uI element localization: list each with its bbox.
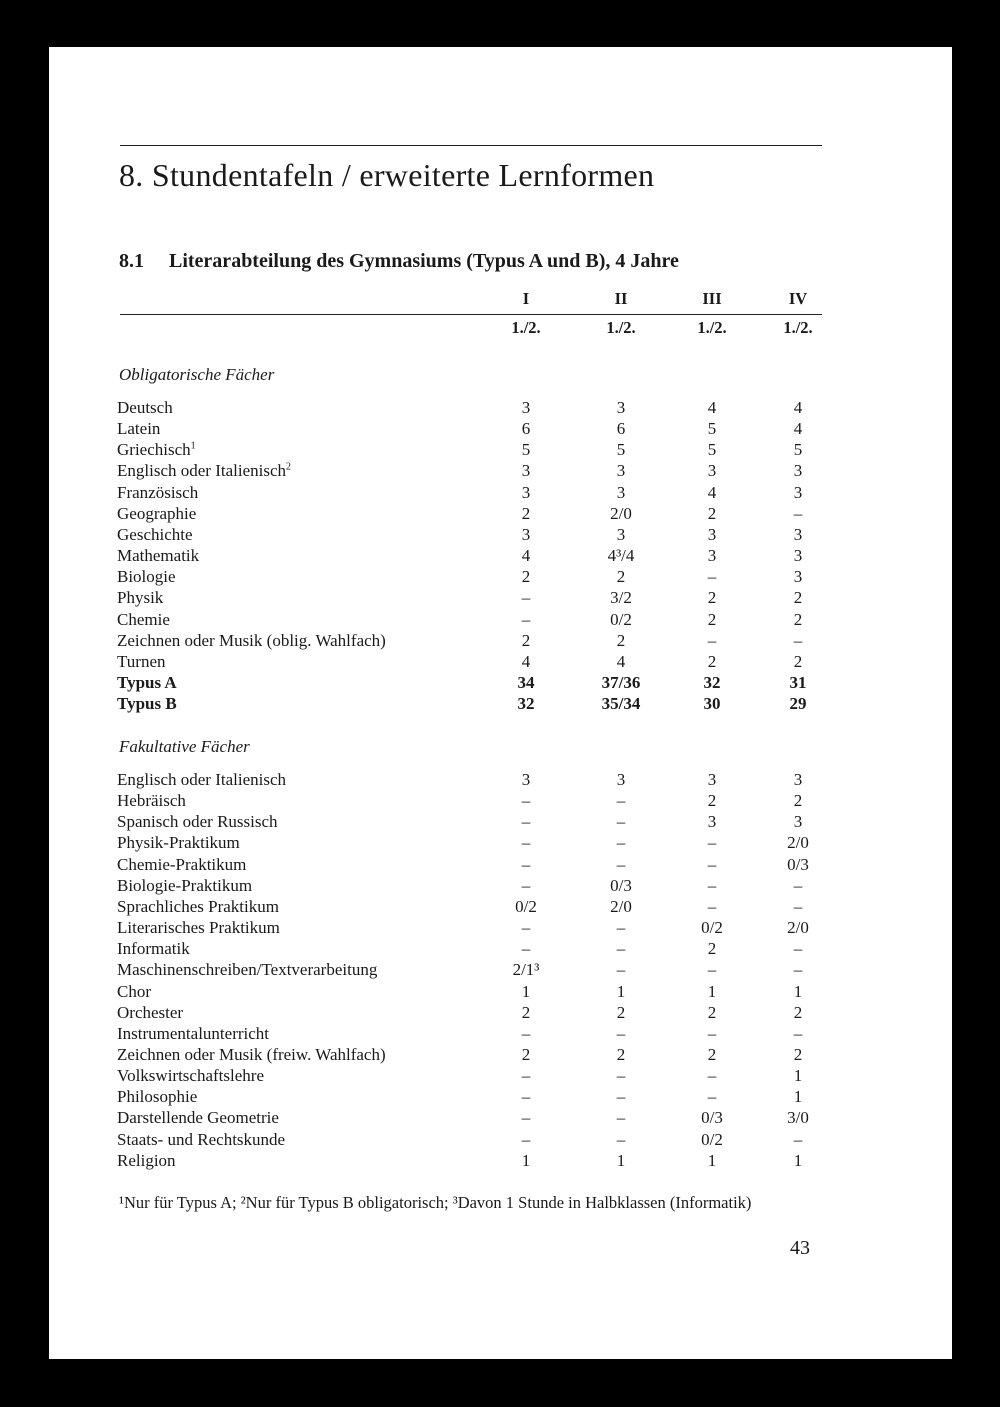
subject-name: Typus A: [117, 672, 177, 692]
table-cell: 2/0: [610, 896, 632, 916]
table-row: [49, 440, 952, 461]
subject-label: [117, 567, 176, 587]
subject-label: [117, 694, 177, 714]
subject-label: [117, 398, 173, 418]
table-cell: 3: [521, 524, 531, 544]
table-cell: 1: [707, 1150, 717, 1170]
table-cell: 4: [521, 651, 531, 671]
table-cell: 2: [707, 588, 717, 608]
table-cell: 30: [703, 694, 721, 714]
table-cell: 1: [616, 981, 626, 1001]
table-row: [49, 1045, 952, 1066]
subject-name: Geographie: [117, 503, 197, 523]
table-cell: –: [707, 630, 717, 650]
table-cell: 2: [793, 1002, 803, 1022]
table-cell: –: [707, 960, 717, 980]
table-cell: –: [793, 960, 803, 980]
table-row: [49, 1024, 952, 1045]
table-cell: 2: [707, 791, 717, 811]
table-cell: 3: [616, 398, 626, 417]
table-row: [49, 833, 952, 854]
table-cell: 2: [707, 651, 717, 671]
table-row: [49, 631, 952, 652]
table-cell: 1: [707, 981, 717, 1001]
table-cell: 2: [793, 1044, 803, 1064]
table-row: [49, 483, 952, 504]
table-cell: 2: [707, 1002, 717, 1022]
table-cell: 3: [707, 524, 717, 544]
table-cell: 3: [521, 461, 531, 481]
subject-name: Geschichte: [117, 524, 193, 544]
table-cell: 3: [793, 567, 803, 587]
table-cell: 1: [793, 1087, 803, 1107]
table-cell: 0/3: [701, 1108, 723, 1128]
table-row: [49, 588, 952, 609]
table-cell: –: [521, 791, 531, 811]
subject-name: Physik: [117, 588, 164, 608]
subject-name: Informatik: [117, 939, 190, 959]
subject-label: [117, 461, 291, 481]
table-row: [49, 419, 952, 440]
table-cell: –: [793, 1129, 803, 1149]
table-cell: 0/2: [610, 609, 632, 629]
subject-label: [117, 960, 377, 980]
table-cell: 2: [521, 630, 531, 650]
table-row: [49, 876, 952, 897]
table-cell: 2/0: [610, 503, 632, 523]
table-cell: 4: [616, 651, 626, 671]
subject-label: [117, 546, 199, 566]
table-cell: –: [793, 1023, 803, 1043]
subject-name: Englisch oder Italienisch: [117, 770, 287, 789]
column-header: IV: [788, 289, 808, 308]
table-row: [49, 812, 952, 833]
table-row: [49, 694, 952, 715]
subject-name: Mathematik: [117, 546, 200, 566]
subject-name: Hebräisch: [117, 791, 186, 811]
table-cell: 2: [707, 503, 717, 523]
table-cell: 0/2: [701, 1129, 723, 1149]
table-cell: –: [793, 896, 803, 916]
subject-name: Religion: [117, 1150, 176, 1170]
subject-name: Orchester: [117, 1002, 184, 1022]
table-cell: 2: [616, 567, 626, 587]
table-cell: –: [793, 503, 803, 523]
semester-header: 1./2.: [511, 318, 541, 337]
table-cell: 37/36: [601, 672, 641, 692]
table-cell: 3/0: [787, 1108, 809, 1128]
subject-label: [117, 1003, 183, 1023]
subject-name: Physik-Praktikum: [117, 833, 240, 853]
subject-name: Philosophie: [117, 1087, 198, 1107]
table-cell: 2: [521, 1002, 531, 1022]
table-cell: 3: [521, 398, 531, 417]
table-cell: 6: [521, 419, 531, 439]
table-row: [49, 1151, 952, 1172]
subject-label: [117, 855, 246, 875]
table-cell: –: [521, 812, 531, 832]
subject-name: Staats- und Rechtskunde: [117, 1129, 286, 1149]
subject-label: [117, 483, 198, 503]
table-cell: 3: [793, 461, 803, 481]
table-cell: 5: [793, 440, 803, 460]
subject-name: Instrumentalunterricht: [117, 1023, 270, 1043]
table-cell: 5: [521, 440, 531, 460]
subject-name: Latein: [117, 419, 161, 439]
subject-name: Darstellende Geometrie: [117, 1108, 279, 1128]
table-row: [49, 982, 952, 1003]
subject-name: Chemie: [117, 609, 170, 629]
table-row: [49, 918, 952, 939]
table-row: [49, 461, 952, 482]
chapter-title: 8. Stundentafeln / erweiterte Lernformen: [119, 157, 655, 193]
table-cell: –: [707, 833, 717, 853]
table-cell: 2: [521, 567, 531, 587]
table-cell: –: [521, 918, 531, 938]
table-cell: 2: [616, 630, 626, 650]
table-cell: 4: [707, 482, 717, 502]
table-cell: 1: [793, 1066, 803, 1086]
table-cell: 2: [521, 1044, 531, 1064]
subject-label: [117, 1024, 269, 1044]
table-cell: –: [521, 1108, 531, 1128]
table-cell: –: [616, 918, 626, 938]
table-row: [49, 770, 952, 791]
table-cell: 3: [616, 461, 626, 481]
table-cell: 2: [521, 503, 531, 523]
table-row: [49, 546, 952, 567]
table-cell: –: [521, 609, 531, 629]
subject-label: [117, 1108, 279, 1128]
subject-name: Chor: [117, 981, 151, 1001]
top-rule: [120, 145, 822, 146]
subject-label: [117, 939, 190, 959]
table-cell: 4: [521, 546, 531, 566]
table-cell: 0/3: [787, 854, 809, 874]
table-cell: 3: [707, 770, 717, 789]
table-cell: –: [616, 960, 626, 980]
subject-name: Sprachliches Praktikum: [117, 896, 279, 916]
table-cell: 1: [521, 1150, 531, 1170]
column-header: II: [614, 289, 628, 308]
subject-label: [117, 770, 286, 790]
table-cell: 3: [793, 482, 803, 502]
subject-label: [117, 1151, 176, 1171]
subject-label: [117, 812, 278, 832]
table-cell: 2: [707, 939, 717, 959]
table-cell: 3: [616, 482, 626, 502]
table-cell: 5: [707, 419, 717, 439]
subject-label: [117, 610, 170, 630]
table-cell: –: [616, 1066, 626, 1086]
table-cell: 5: [707, 440, 717, 460]
table-cell: 3: [707, 812, 717, 832]
table-cell: 5: [616, 440, 626, 460]
subject-name: Griechisch: [117, 440, 191, 460]
table-cell: –: [616, 791, 626, 811]
table-cell: 3: [521, 770, 531, 789]
subject-name: Biologie-Praktikum: [117, 875, 253, 895]
section-number: 8.1: [119, 250, 144, 272]
table-cell: 4³/4: [607, 546, 635, 566]
table-cell: –: [616, 812, 626, 832]
subject-label: [117, 982, 151, 1002]
table-cell: 29: [789, 694, 807, 714]
table-cell: 2: [793, 609, 803, 629]
table-cell: 4: [793, 419, 803, 439]
semester-header: 1./2.: [697, 318, 727, 337]
table-row: [49, 610, 952, 631]
table-cell: –: [521, 854, 531, 874]
table-cell: –: [616, 1108, 626, 1128]
table-cell: –: [707, 1087, 717, 1107]
subject-label: [117, 791, 186, 811]
table-row: [49, 939, 952, 960]
table-row: [49, 960, 952, 981]
table-row: [49, 1108, 952, 1129]
table-cell: –: [793, 939, 803, 959]
table-cell: 3: [616, 770, 626, 789]
table-cell: –: [616, 939, 626, 959]
table-cell: –: [521, 1066, 531, 1086]
subject-label: [117, 504, 196, 524]
column-header: I: [522, 289, 530, 308]
subject-label: [117, 876, 252, 896]
table-cell: –: [521, 875, 531, 895]
table-cell: 3: [521, 482, 531, 502]
footnote-marker: 2: [286, 461, 292, 473]
table-cell: 3: [616, 524, 626, 544]
table-cell: 1: [616, 1150, 626, 1170]
table-row: [49, 504, 952, 525]
table-cell: 34: [517, 672, 535, 692]
subject-name: Turnen: [117, 651, 166, 671]
footnote-marker: 1: [190, 440, 196, 452]
table-cell: –: [707, 567, 717, 587]
subject-name: Maschinenschreiben/Textverarbeitung: [117, 960, 378, 980]
table-cell: 3: [793, 812, 803, 832]
table-cell: 2/0: [787, 833, 809, 853]
subject-label: [117, 652, 166, 672]
table-row: [49, 525, 952, 546]
table-cell: –: [793, 875, 803, 895]
table-cell: 2/1³: [512, 960, 540, 980]
table-cell: 2: [707, 609, 717, 629]
table-cell: –: [521, 939, 531, 959]
table-cell: 32: [517, 694, 535, 714]
table-cell: –: [616, 854, 626, 874]
subject-name: Zeichnen oder Musik (freiw. Wahlfach): [117, 1044, 386, 1064]
subject-label: [117, 1130, 285, 1150]
subject-label: [117, 419, 160, 439]
table-cell: 3: [793, 524, 803, 544]
subject-label: [117, 1045, 386, 1065]
subject-label: [117, 588, 163, 608]
group-title: Obligatorische Fächer: [119, 365, 275, 384]
page-number: 43: [790, 1237, 810, 1259]
table-cell: 2: [793, 791, 803, 811]
table-cell: 3: [793, 546, 803, 566]
section-title: Literarabteilung des Gymnasiums (Typus A und B), 4 Jahre: [169, 250, 679, 272]
subject-name: Typus B: [117, 694, 177, 714]
subject-label: [117, 918, 280, 938]
table-row: [49, 897, 952, 918]
table-cell: –: [616, 1129, 626, 1149]
table-row: [49, 673, 952, 694]
table-cell: 4: [707, 398, 717, 417]
table-cell: –: [521, 1129, 531, 1149]
semester-header: 1./2.: [606, 318, 636, 337]
table-cell: 4: [793, 398, 803, 417]
table-row: [49, 567, 952, 588]
table-row: [49, 398, 952, 419]
subject-name: Literarisches Praktikum: [117, 918, 280, 938]
table-cell: 2: [707, 1044, 717, 1064]
semester-header: 1./2.: [783, 318, 813, 337]
table-cell: –: [707, 896, 717, 916]
subject-label: [117, 1087, 197, 1107]
column-header: III: [702, 289, 722, 308]
group-title: Fakultative Fächer: [119, 737, 250, 756]
table-cell: 1: [793, 1150, 803, 1170]
subject-name: Deutsch: [117, 398, 173, 417]
table-cell: 2: [793, 651, 803, 671]
table-cell: 3: [707, 461, 717, 481]
subject-name: Chemie-Praktikum: [117, 854, 247, 874]
subject-name: Spanisch oder Russisch: [117, 812, 278, 832]
subject-label: [117, 1066, 264, 1086]
table-cell: 3: [707, 546, 717, 566]
table-cell: 0/3: [610, 875, 632, 895]
table-row: [49, 791, 952, 812]
subject-label: [117, 525, 193, 545]
table-cell: –: [616, 1087, 626, 1107]
table-cell: –: [521, 588, 531, 608]
subject-name: Zeichnen oder Musik (oblig. Wahlfach): [117, 630, 386, 650]
table-cell: –: [521, 833, 531, 853]
table-cell: 2: [616, 1002, 626, 1022]
table-row: [49, 1130, 952, 1151]
table-cell: 31: [789, 672, 807, 692]
subject-label: [117, 673, 177, 693]
table-cell: 2: [616, 1044, 626, 1064]
table-row: [49, 1003, 952, 1024]
table-row: [49, 855, 952, 876]
subject-name: Biologie: [117, 567, 176, 587]
table-cell: –: [707, 875, 717, 895]
subject-label: [117, 897, 279, 917]
table-cell: 2: [793, 588, 803, 608]
table-row: [49, 652, 952, 673]
table-cell: –: [616, 833, 626, 853]
table-cell: 35/34: [601, 694, 641, 714]
subject-name: Volkswirtschaftslehre: [117, 1066, 264, 1086]
table-cell: 3/2: [610, 588, 632, 608]
table-cell: 32: [703, 672, 721, 692]
footnote: ¹Nur für Typus A; ²Nur für Typus B obligatorisch; ³Davon 1 Stunde in Halbklassen (Informatik): [119, 1193, 752, 1212]
subject-name: Englisch oder Italienisch: [117, 461, 287, 481]
header-rule: [120, 314, 822, 315]
section-heading: [119, 250, 679, 273]
table-cell: –: [707, 1066, 717, 1086]
table-cell: 3: [793, 770, 803, 789]
table-cell: –: [616, 1023, 626, 1043]
subject-label: [117, 440, 196, 460]
table-row: [49, 1066, 952, 1087]
table-cell: –: [521, 1023, 531, 1043]
table-cell: –: [707, 854, 717, 874]
table-cell: 0/2: [701, 918, 723, 938]
table-cell: 0/2: [515, 896, 537, 916]
document-page: [49, 47, 952, 1359]
table-cell: 2/0: [787, 918, 809, 938]
subject-name: Französisch: [117, 482, 199, 502]
table-row: [49, 1087, 952, 1108]
table-cell: 6: [616, 419, 626, 439]
subject-label: [117, 833, 240, 853]
table-cell: 1: [793, 981, 803, 1001]
table-cell: 1: [521, 981, 531, 1001]
table-cell: –: [793, 630, 803, 650]
table-cell: –: [521, 1087, 531, 1107]
table-cell: –: [707, 1023, 717, 1043]
subject-label: [117, 631, 386, 651]
